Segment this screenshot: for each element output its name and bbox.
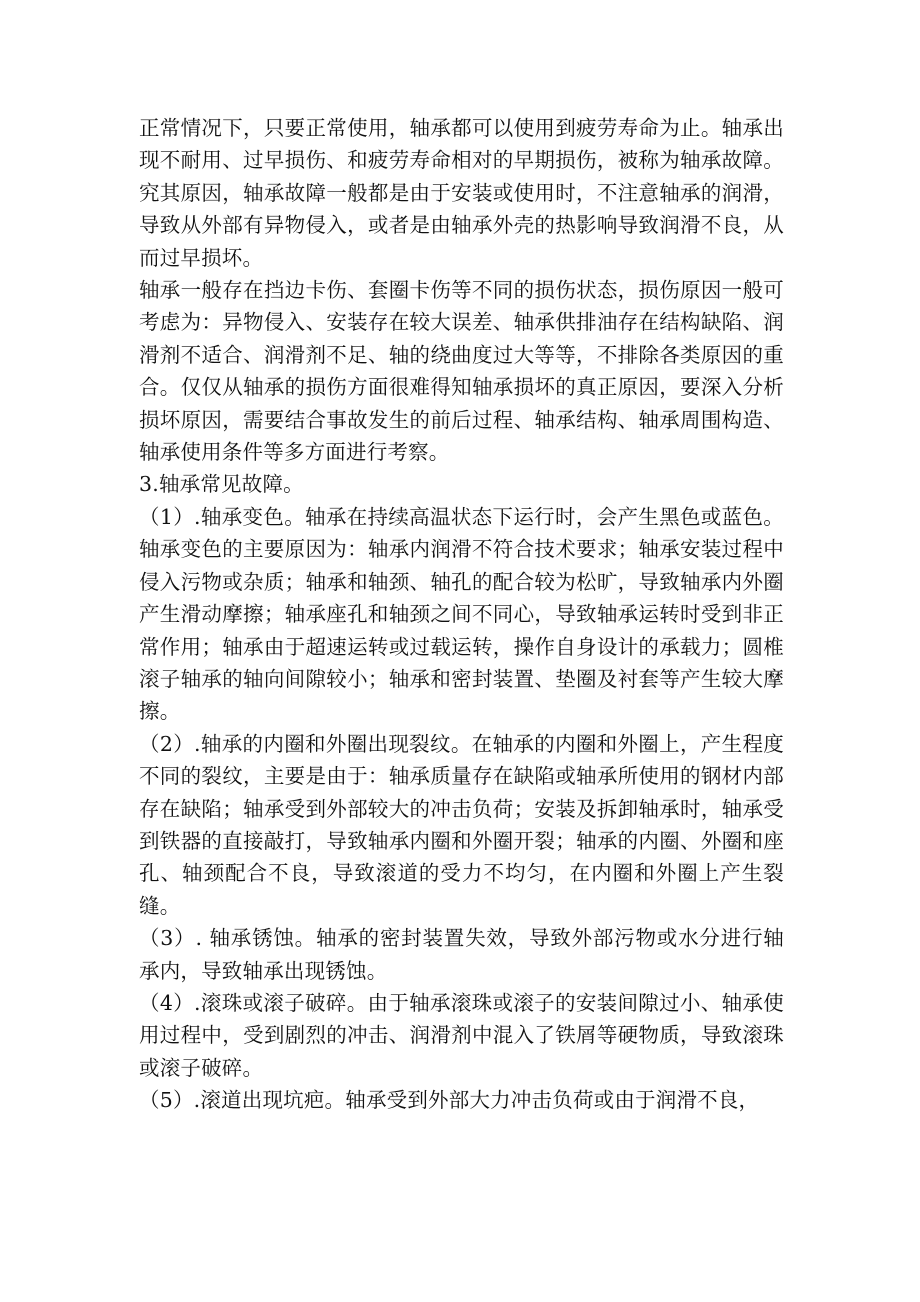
- paragraph-fault-1-discoloration: （1）.轴承变色。轴承在持续高温状态下运行时，会产生黑色或蓝色。轴承变色的主要原因为：轴承内润滑不符合技术要求；轴承安装过程中侵入污物或杂质；轴承和轴颈、轴孔的配合较为松旷，导致轴承内外圈产生滑动摩擦；轴承座孔和轴颈之间不同心，导致轴承运转时受到非正常作用；轴承由于超速运转或过载运转，操作自身设计的承载力；圆椎滚子轴承的轴向间隙较小；轴承和密封装置、垫圈及衬套等产生较大摩擦。: [139, 504, 784, 724]
- paragraph-damage-causes: 轴承一般存在挡边卡伤、套圈卡伤等不同的损伤状态，损伤原因一般可考虑为：异物侵入、安装存在较大误差、轴承供排油存在结构缺陷、润滑剂不适合、润滑剂不足、轴的绕曲度过大等等，不排除各类原因的重合。仅仅从轴承的损伤方面很难得知轴承损坏的真正原因，要深入分析损坏原因，需要结合事故发生的前后过程、轴承结构、轴承周围构造、轴承使用条件等多方面进行考察。: [139, 278, 784, 465]
- paragraph-fault-5-raceway-pits: （5）.滚道出现坑疤。轴承受到外部大力冲击负荷或由于润滑不良，: [139, 1088, 760, 1113]
- paragraph-fault-2-cracks: （2）.轴承的内圈和外圈出现裂纹。在轴承的内圈和外圈上，产生程度不同的裂纹，主要是由于：轴承质量存在缺陷或轴承所使用的钢材内部存在缺陷；轴承受到外部较大的冲击负荷；安装及拆卸轴承时，轴承受到铁器的直接敲打，导致轴承内圈和外圈开裂；轴承的内圈、外圈和座孔、轴颈配合不良，导致滚道的受力不均匀，在内圈和外圈上产生裂缝。: [139, 731, 784, 918]
- document-body: [139, 112, 784, 1117]
- paragraph-intro: 正常情况下，只要正常使用，轴承都可以使用到疲劳寿命为止。轴承出现不耐用、过早损伤、和疲劳寿命相对的早期损伤，被称为轴承故障。究其原因，轴承故障一般都是由于安装或使用时，不注意轴承的润滑，导致从外部有异物侵入，或者是由轴承外壳的热影响导致润滑不良，从而过早损坏。: [139, 116, 784, 270]
- section-heading-common-faults: 3.轴承常见故障。: [139, 472, 304, 497]
- paragraph-fault-4-broken-rollers: （4）.滚珠或滚子破碎。由于轴承滚珠或滚子的安装间隙过小、轴承使用过程中，受到剧烈的冲击、润滑剂中混入了铁屑等硬物质，导致滚珠或滚子破碎。: [139, 990, 784, 1080]
- paragraph-fault-3-corrosion: （3）. 轴承锈蚀。轴承的密封装置失效，导致外部污物或水分进行轴承内，导致轴承出现锈蚀。: [139, 926, 784, 983]
